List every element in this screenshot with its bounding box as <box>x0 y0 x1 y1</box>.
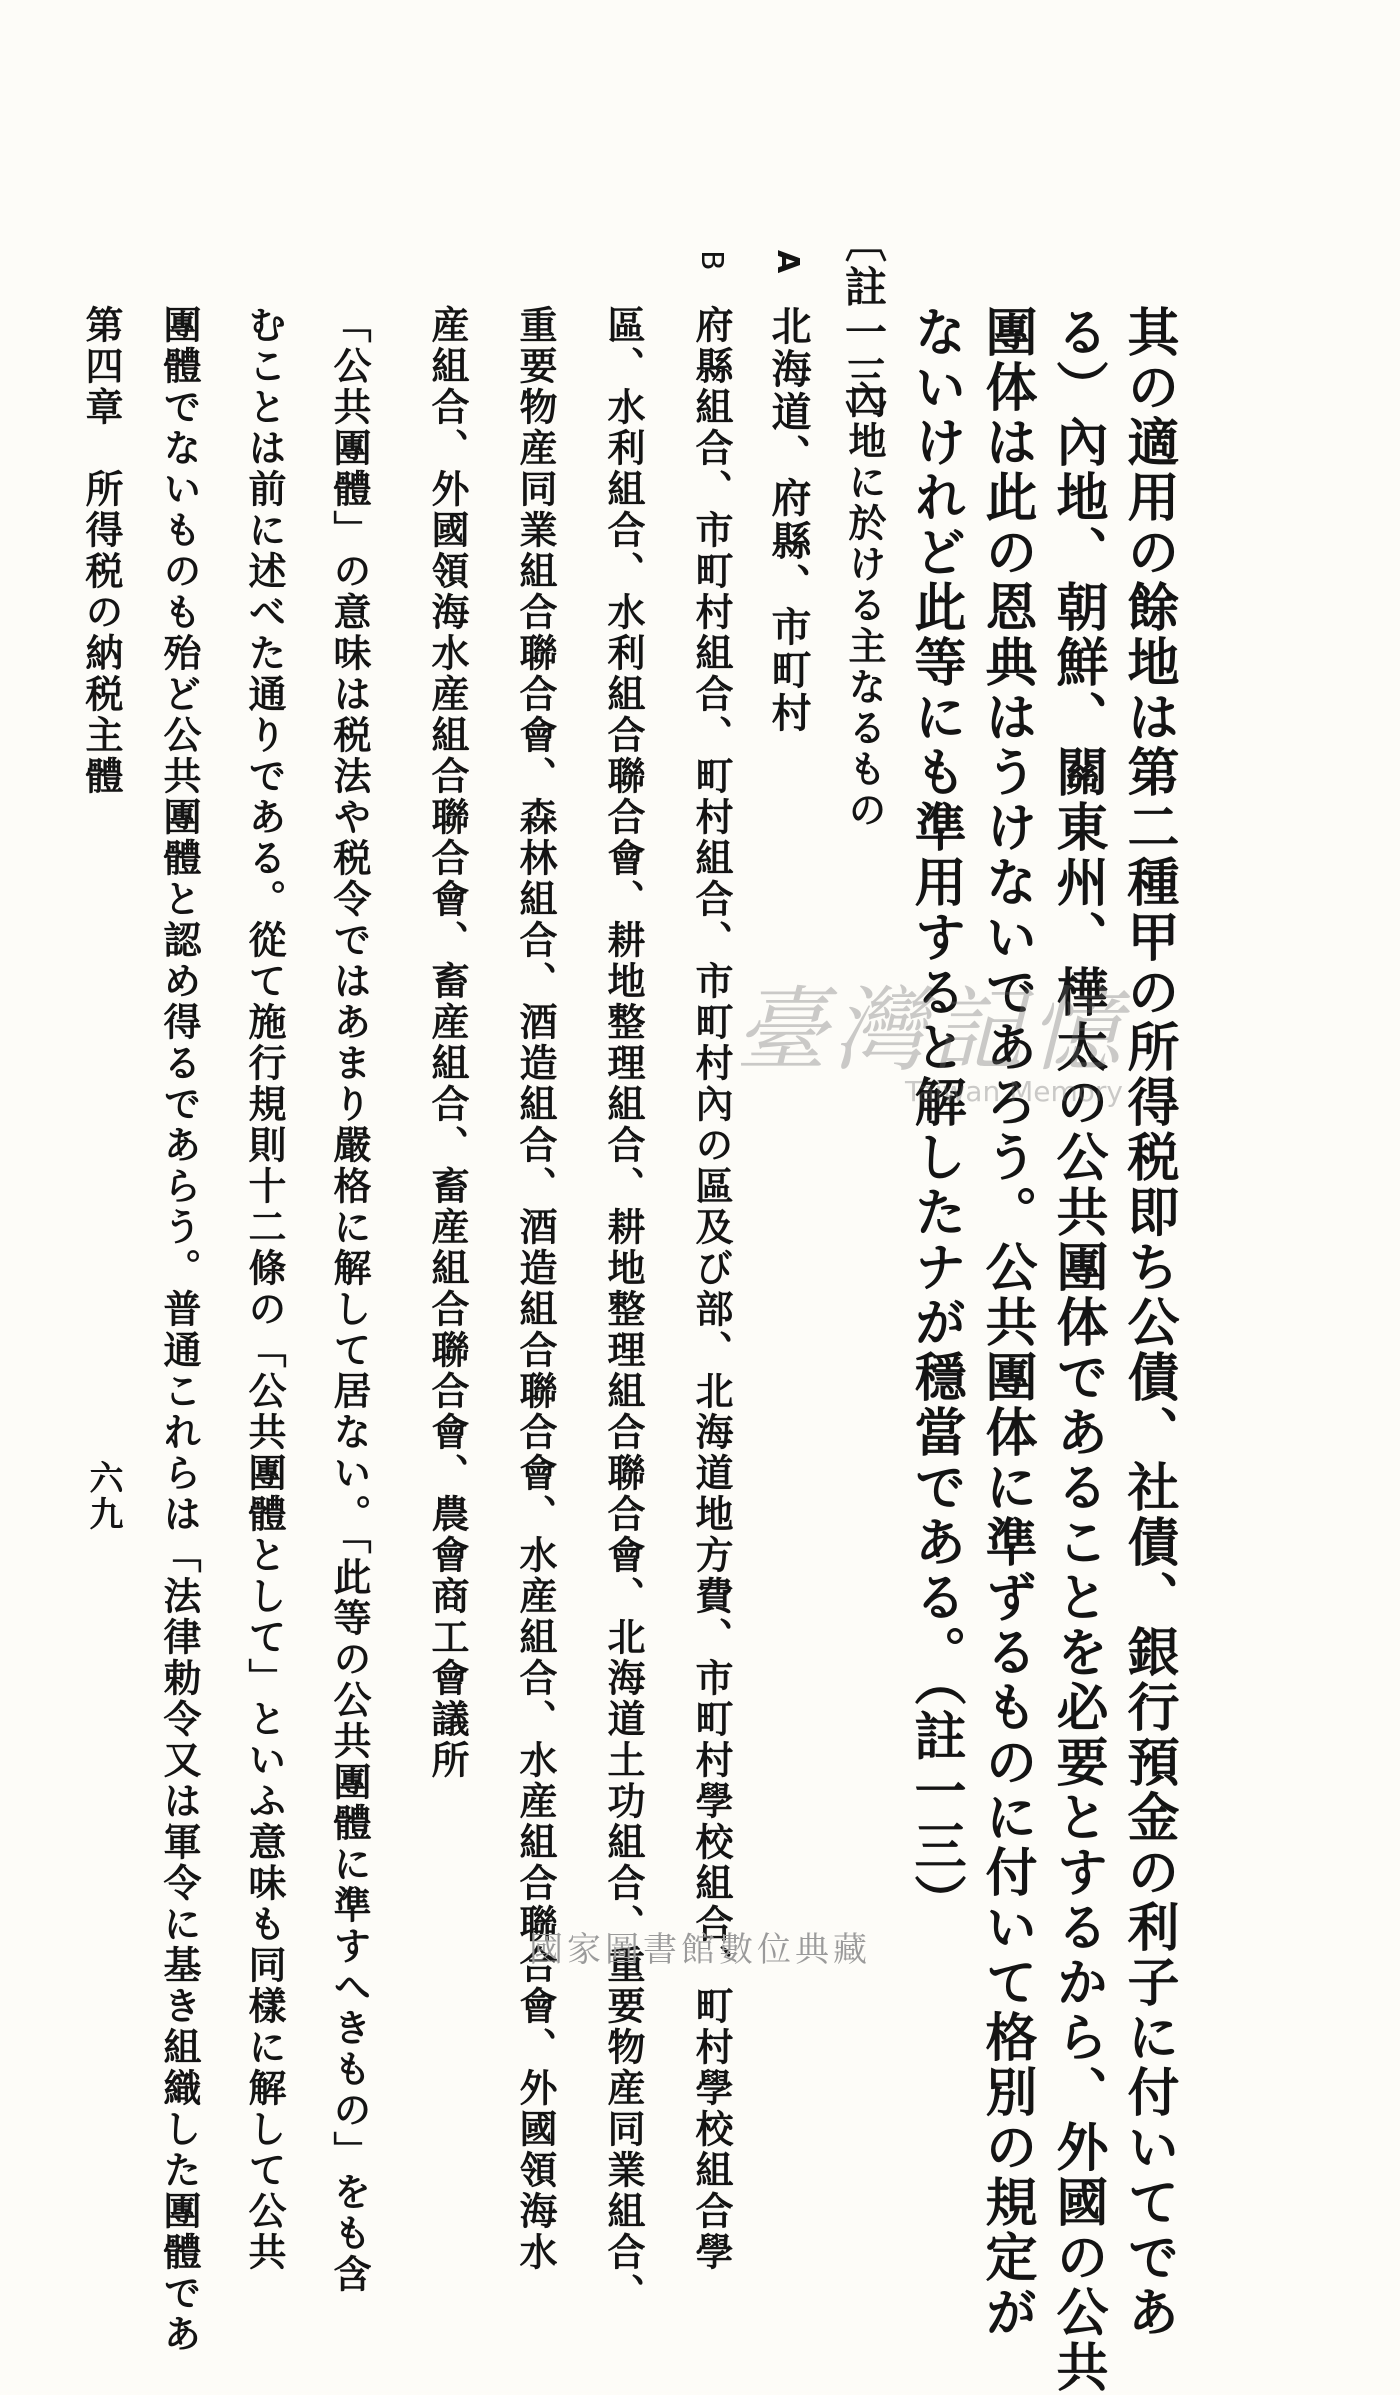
closing-line-1: 「公共團體」の意味は税法や税令ではあまり嚴格に解して居ない。「此等の公共團體に準すへきもの」をも含 <box>327 305 372 2295</box>
taiwan-memory-watermark <box>735 977 1135 1115</box>
section-b-marker: B <box>694 250 729 271</box>
section-a-text: 北海道、府縣、市町村 <box>765 305 812 735</box>
note-title: 內地に於ける主なるもの <box>842 380 887 831</box>
closing-line-2: むことは前に述べた通りである。從て施行規則十二條の「公共團體として」といふ意味も同樣に解して公共 <box>242 305 287 2273</box>
body-column-2: る）內地、朝鮮、關東州、樺太の公共團体であることを必要とするから、外國の公共 <box>1047 305 1108 2395</box>
watermark-english: Taiwan Memory <box>905 1075 1123 1108</box>
page-number: 六九 <box>83 1460 123 1532</box>
body-column-4: ないけれど此等にも準用すると解したナが穩當である。（註一三） <box>905 305 966 1929</box>
closing-line-3: 團體でないものも殆ど公共團體と認め得るであらう。普通これらは「法律勅令又は軍令に基き組織した團體であ <box>157 305 202 2355</box>
section-b-line-3: 重要物産同業組合聯合會、森林組合、酒造組合、酒造組合聯合會、水産組合、水産組合聯合會、外國領海水 <box>513 305 558 2273</box>
chapter-title: 第四章 所得税の納税主體 <box>79 305 124 797</box>
section-b-line-4: 産組合、外國領海水産組合聯合會、畜産組合、畜産組合聯合會、農會商工會議所 <box>425 305 470 1781</box>
watermark-chinese: 臺灣記憶 <box>735 977 1128 1084</box>
section-b-line-2: 區、水利組合、水利組合聯合會、耕地整理組合、耕地整理組合聯合會、北海道土功組合、重要物産同業組合、 <box>601 305 646 2314</box>
body-column-1: 其の適用の餘地は第二種甲の所得税即ち公債、社債、銀行預金の利子に付いてであ <box>1118 305 1179 2340</box>
body-column-3: 團体は此の恩典はうけないであろう。公共團体に準ずるものに付いて格別の規定が <box>976 305 1037 2340</box>
library-footer: 國家圖書館數位典藏 <box>529 1930 871 1970</box>
section-b-line-1: 府縣組合、市町村組合、町村組合、市町村內の區及び部、北海道地方費、市町村學校組合、町村學校組合學 <box>689 305 734 2273</box>
note-heading: 〔註一三〕 <box>839 220 888 445</box>
section-a-marker: A <box>770 250 805 274</box>
